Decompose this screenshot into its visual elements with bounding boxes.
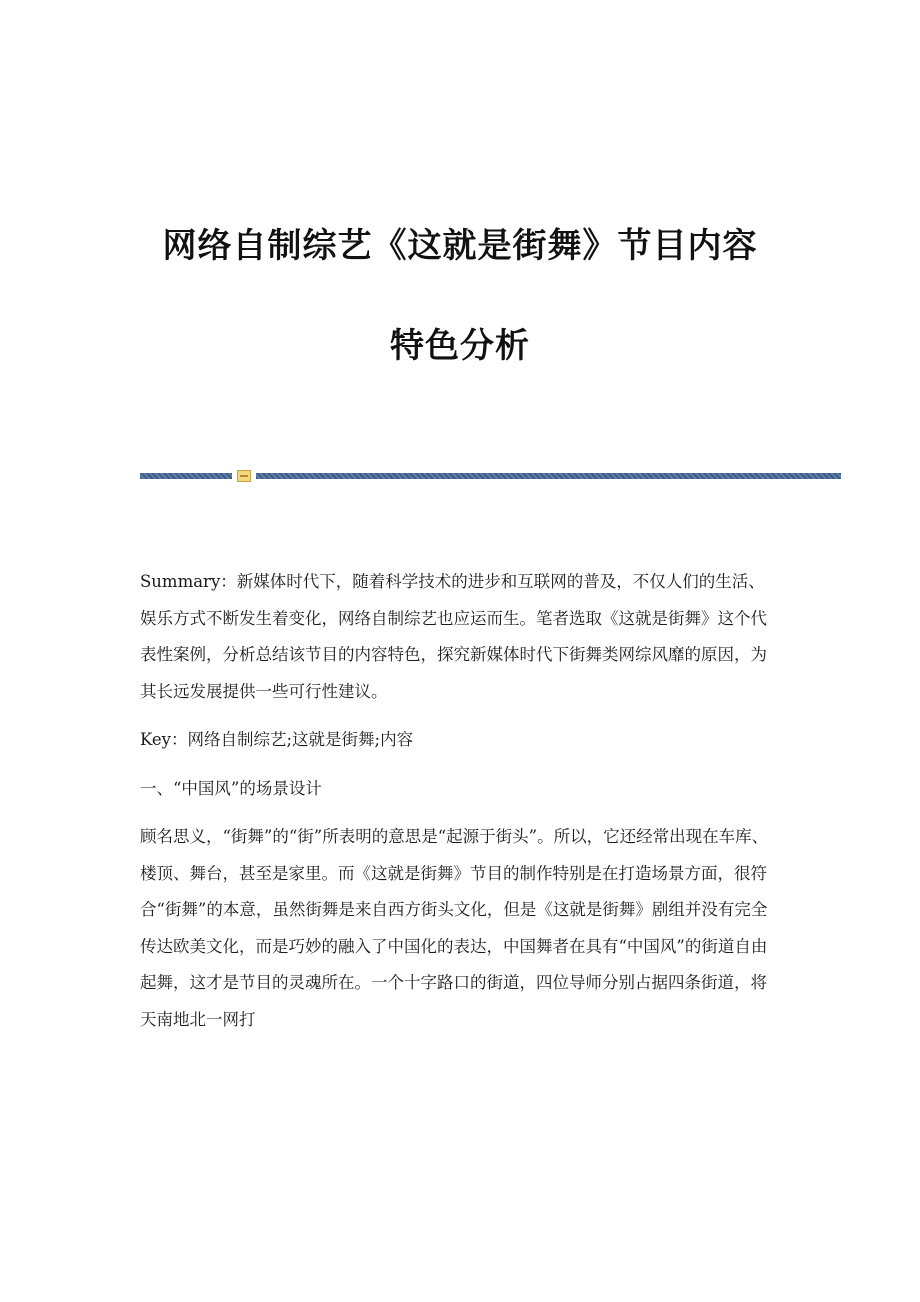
document-title-line-2: 特色分析 (390, 326, 530, 366)
document-body (140, 564, 780, 1038)
divider-bar-left (140, 473, 232, 479)
divider-bar-right (256, 473, 841, 479)
divider-ornament-icon (237, 470, 251, 482)
section-heading: 一、“中国风”的场景设计 (140, 778, 322, 798)
key-label: Key： (140, 730, 188, 749)
document-title-line-1: 网络自制综艺《这就是街舞》节目内容 (162, 226, 758, 266)
summary-paragraph (140, 564, 780, 710)
summary-text: 新媒体时代下，随着科学技术的进步和互联网的普及，不仅人们的生活、娱乐方式不断发生着变化，网络自制综艺也应运而生。笔者选取《这就是街舞》这个代表性案例，分析总结该节目的内容特色，探究新媒体时代下街舞类网综风靡的原因，为其长远发展提供一些可行性建议。 (140, 572, 767, 701)
keywords-paragraph (140, 722, 780, 759)
key-text: 网络自制综艺;这就是街舞;内容 (187, 730, 414, 749)
title-divider (140, 470, 841, 482)
summary-label: Summary： (140, 572, 237, 591)
body-paragraph: 顾名思义，“街舞”的“街”所表明的意思是“起源于街头”。所以，它还经常出现在车库、楼顶、舞台，甚至是家里。而《这就是街舞》节目的制作特别是在打造场景方面，很符合“街舞”的本意，虽然街舞是来自西方街头文化，但是《这就是街舞》剧组并没有完全传达欧美文化，而是巧妙的融入了中国化的表达，中国舞者在具有“中国风”的街道自由起舞，这才是节目的灵魂所在。一个十字路口的街道，四位导师分别占据四条街道，将天南地北一网打 (140, 827, 769, 1029)
